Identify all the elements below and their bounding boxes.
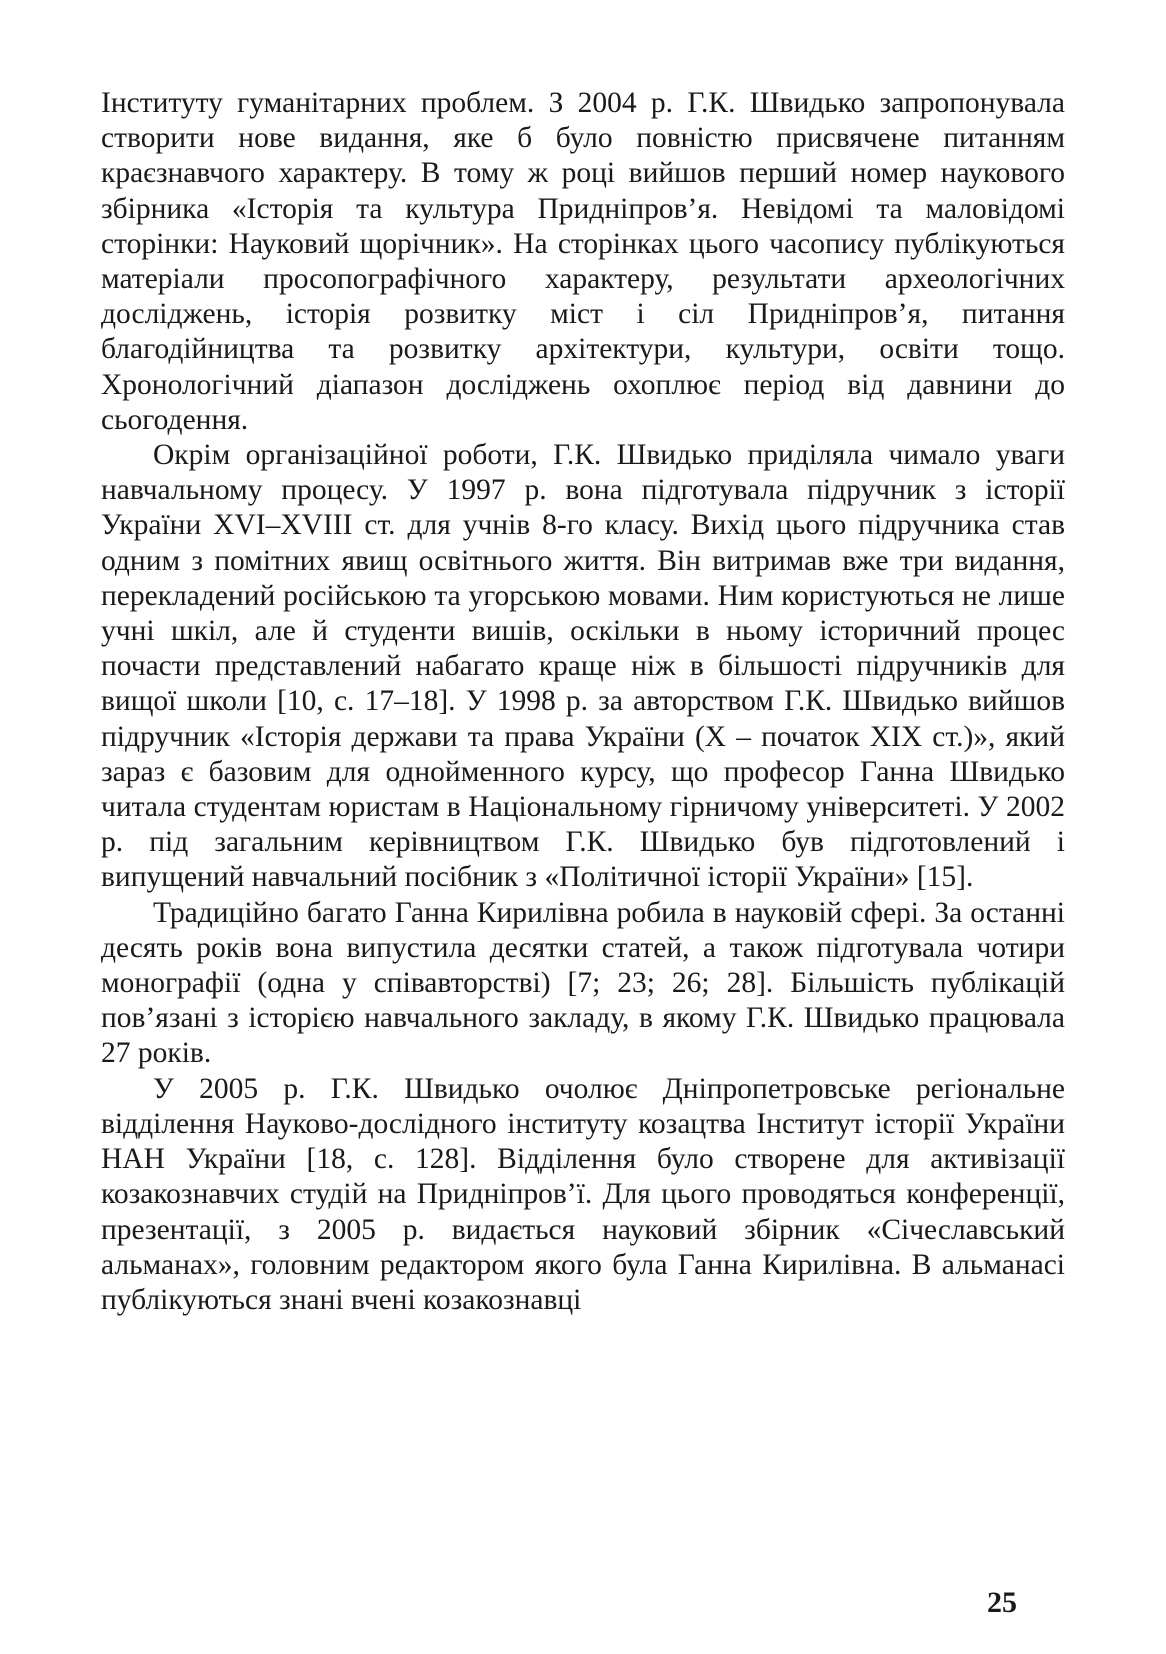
body-text xyxy=(101,86,1065,1318)
paragraph: У 2005 р. Г.К. Швидько очолює Дніпропетровське регіональне відділення Науково-дослідного інституту козацтва Інститут історії України НАН України [18, с. 128]. Відділення було створене для активізації козакознавчих студій на Придніпров’ї. Для цього проводяться конференції, презентації, з 2005 р. видається науковий збірник «Січеславський альманах», головним редактором якого була Ганна Кирилівна. В альманасі публікуються знані вчені козакознавці xyxy=(101,1072,1065,1316)
paragraph: Окрім організаційної роботи, Г.К. Швидько приділяла чимало уваги навчальному процесу. У 1997 р. вона підготувала підручник з історії України XVI–XVIII ст. для учнів 8-го класу. Вихід цього підручника став одним з помітних явищ освітнього життя. Він витримав вже три видання, перекладений російською та угорською мовами. Ним користуються не лише учні шкіл, але й студенти вишів, оскільки в ньому історичний процес почасти представлений набагато краще ніж в більшості підручників для вищої школи [10, с. 17–18]. У 1998 р. за авторством Г.К. Швидько вийшов підручник «Історія держави та права України (Х – початок ХІХ ст.)», який зараз є базовим для однойменного курсу, що професор Ганна Швидько читала студентам юристам в Національному гірничому університеті. У 2002 р. під загальним керівництвом Г.К. Швидько був підготовлений і випущений навчальний посібник з «Політичної історії України» [15]. xyxy=(101,439,1065,894)
paragraph: Інституту гуманітарних проблем. З 2004 р. Г.К. Швидько запропонувала створити нове видання, яке б було повністю присвячене питанням краєзнавчого характеру. В тому ж році вийшов перший номер наукового збірника «Історія та культура Придніпров’я. Невідомі та маловідомі сторінки: Науковий щорічник». На сторінках цього часопису публікуються матеріали просопографічного характеру, результати археологічних досліджень, історія розвитку міст і сіл Придніпров’я, питання благодійництва та розвитку архітектури, культури, освіти тощо. Хронологічний діапазон досліджень охоплює період від давнини до сьогодення. xyxy=(101,87,1065,436)
page-number: 25 xyxy=(987,1586,1017,1619)
paragraph: Традиційно багато Ганна Кирилівна робила в науковій сфері. За останні десять років вона випустила десятки статей, а також підготувала чотири монографії (одна у співавторстві) [7; 23; 26; 28]. Більшість публікацій пов’язані з історією навчального закладу, в якому Г.К. Швидько працювала 27 років. xyxy=(101,896,1065,1070)
